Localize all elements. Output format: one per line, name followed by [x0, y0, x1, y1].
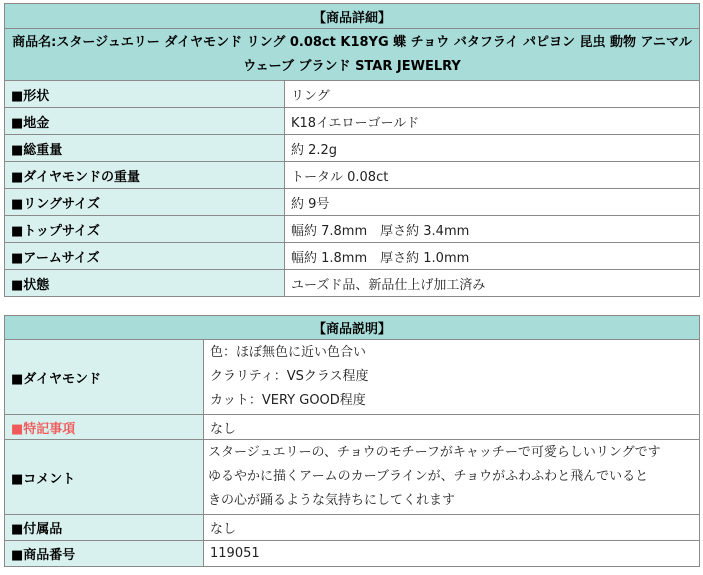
description-header: 【商品説明】: [5, 316, 700, 340]
diamond-weight-value: トータル 0.08ct: [285, 162, 700, 189]
top-size-label: ■トップサイズ: [5, 216, 285, 243]
metal-label: ■地金: [5, 108, 285, 135]
total-weight-value: 約 2.2g: [285, 135, 700, 162]
diamond-clarity: クラリティ：VSクラス程度: [210, 369, 369, 384]
diamond-label: ■ダイヤモンド: [5, 340, 204, 415]
product-name: 商品名:スタージュエリー ダイヤモンド リング 0.08ct K18YG 蝶 チョウ バタフライ パピヨン 昆虫 動物 アニマル ウェーブ ブランド STAR JEWELRY: [5, 29, 700, 81]
comment-line: スタージュエリーの、チョウのモチーフがキャッチーで可愛らしいリングです: [208, 445, 661, 460]
diamond-cut: カット：VERY GOOD程度: [210, 393, 366, 408]
product-number-label: ■商品番号: [5, 541, 204, 567]
ring-size-value: 約 9号: [285, 189, 700, 216]
comment-line: きの心が踊るような気持ちにしてくれます: [208, 493, 456, 508]
accessories-value: なし: [204, 515, 700, 541]
ring-size-label: ■リングサイズ: [5, 189, 285, 216]
metal-value: K18イエローゴールド: [285, 108, 700, 135]
condition-label: ■状態: [5, 270, 285, 297]
product-description-table: [4, 315, 700, 567]
comment-line: ゆるやかに描くアームのカーブラインが、チョウがふわふわと飛んでいると: [208, 469, 649, 484]
comment-label: ■コメント: [5, 440, 204, 515]
shape-value: リング: [285, 81, 700, 108]
details-header: 【商品詳細】: [5, 4, 700, 29]
diamond-color: 色：ほぼ無色に近い色合い: [210, 345, 367, 360]
condition-value: ユーズド品、新品仕上げ加工済み: [285, 270, 700, 297]
comment-text: [204, 440, 700, 515]
top-size-value: 幅約 7.8mm 厚さ約 3.4mm: [285, 216, 700, 243]
special-notes-label: ■特記事項: [5, 415, 204, 440]
special-notes-value: なし: [204, 415, 700, 440]
diamond-weight-label: ■ダイヤモンドの重量: [5, 162, 285, 189]
total-weight-label: ■総重量: [5, 135, 285, 162]
accessories-label: ■付属品: [5, 515, 204, 541]
arm-size-label: ■アームサイズ: [5, 243, 285, 270]
product-details-table: [4, 3, 700, 297]
shape-label: ■形状: [5, 81, 285, 108]
arm-size-value: 幅約 1.8mm 厚さ約 1.0mm: [285, 243, 700, 270]
product-number-value: 119051: [204, 541, 700, 567]
diamond-details: [204, 340, 700, 415]
